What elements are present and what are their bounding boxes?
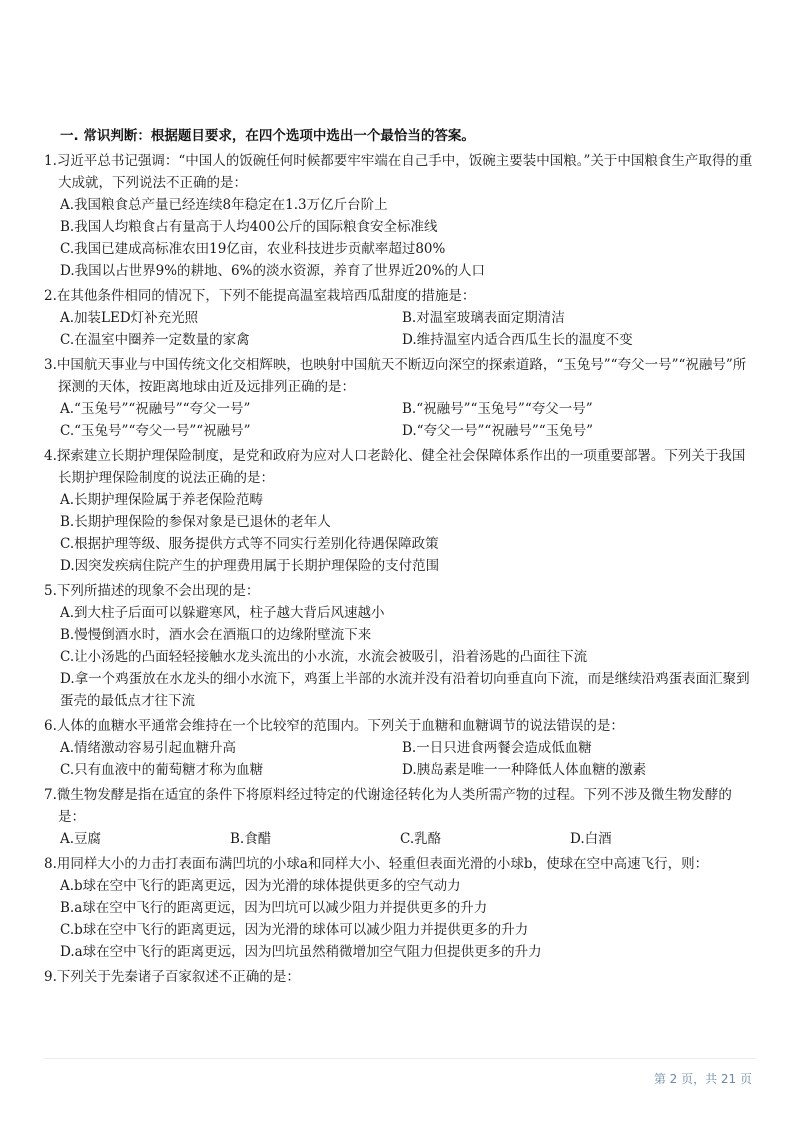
option-b: B.“祝融号”“玉兔号”“夸父一号” [402,401,593,417]
option-a: A.我国粮食总产量已经连续8年稳定在1.3万亿斤台阶上 [60,197,388,213]
option-a: A.豆腐 [60,831,102,847]
question-stem: 8.用同样大小的力击打表面布满凹坑的小球a和同样大小、轻重但表面光滑的小球b，使球在空中高速飞行，则： [44,856,709,872]
option-b: B.食醋 [230,831,272,847]
footer-divider [44,1058,756,1059]
option-a: A.加装LED灯补充光照 [60,310,199,326]
page-number: 第 2 页，共 21 页 [653,1072,752,1086]
question-8 [44,853,756,963]
question-stem: 5.下列所描述的现象不会出现的是： [44,583,260,599]
question-6 [44,715,756,781]
option-d: D.a球在空中飞行的距离更远，因为凹坑虽然稍微增加空气阻力但提供更多的升力 [60,944,542,960]
option-b: B.对温室玻璃表面定期清洁 [402,310,565,326]
question-stem: 1.习近平总书记强调：“中国人的饭碗任何时候都要牢牢端在自己手中，饭碗主要装中国粮。”关于中国粮食生产取得的重大成就，下列说法不正确的是： [44,153,753,191]
option-b: B.a球在空中飞行的距离更远，因为凹坑可以减少阻力并提供更多的升力 [60,900,488,916]
option-c: C.“玉兔号”“夸父一号”“祝融号” [60,423,251,439]
option-a: A.情绪激动容易引起血糖升高 [60,740,237,756]
question-stem: 9.下列关于先秦诸子百家叙述不正确的是： [44,969,300,985]
option-d: D.因突发疾病住院产生的护理费用属于长期护理保险的支付范围 [60,558,440,574]
option-list [44,307,756,351]
option-a: A.到大柱子后面可以躲避寒风，柱子越大背后风速越小 [60,605,385,621]
section-title: 一. 常识判断：根据题目要求，在四个选项中选出一个最恰当的答案。 [60,128,475,144]
option-b: B.一日只进食两餐会造成低血糖 [402,740,592,756]
option-list [44,828,756,850]
question-stem: 4.探索建立长期护理保险制度，是党和政府为应对人口老龄化、健全社会保障体系作出的一项重要部署。下列关于我国长期护理保险制度的说法正确的是： [44,448,746,486]
option-list [44,194,756,282]
option-a: A.b球在空中飞行的距离更远，因为光滑的球体提供更多的空气动力 [60,878,461,894]
option-d: D.拿一个鸡蛋放在水龙头的细小水流下，鸡蛋上半部的水流并没有沿着切向垂直向下流，而是继续沿鸡蛋表面汇聚到蛋壳的最低点才往下流 [60,671,750,709]
question-stem: 3.中国航天事业与中国传统文化交相辉映，也映射中国航天不断迈向深空的探索道路，“玉兔号”“夸父一号”“祝融号”所探测的天体，按距离地球由近及远排列正确的是： [44,357,747,395]
option-d: D.维持温室内适合西瓜生长的温度不变 [402,332,633,348]
option-d: D.白酒 [570,831,612,847]
option-d: D.我国以占世界9%的耕地、6%的淡水资源，养育了世界近20%的人口 [60,263,485,279]
option-c: C.让小汤匙的凸面轻轻接触水龙头流出的小水流，水流会被吸引，沿着汤匙的凸面往下流 [60,649,588,665]
question-stem: 2.在其他条件相同的情况下，下列不能提高温室栽培西瓜甜度的措施是： [44,288,476,304]
option-list [44,875,756,963]
option-b: B.慢慢倒酒水时，酒水会在酒瓶口的边缘附壁流下来 [60,627,372,643]
question-1 [44,150,756,282]
option-b: B.我国人均粮食占有量高于人均400公斤的国际粮食安全标准线 [60,219,438,235]
question-5 [44,580,756,712]
option-d: D.胰岛素是唯一一种降低人体血糖的激素 [402,762,647,778]
option-c: C.根据护理等级、服务提供方式等不同实行差别化待遇保障政策 [60,536,439,552]
question-2 [44,285,756,351]
question-4 [44,445,756,577]
option-d: D.“夸父一号”“祝融号”“玉兔号” [402,423,594,439]
option-a: A.长期护理保险属于养老保险范畴 [60,492,264,508]
question-list [44,150,756,991]
option-c: C.乳酪 [400,831,442,847]
question-9 [44,966,756,988]
option-c: C.我国已建成高标准农田19亿亩，农业科技进步贡献率超过80% [60,241,446,257]
option-a: A.“玉兔号”“祝融号”“夸父一号” [60,401,251,417]
option-list [44,602,756,712]
option-b: B.长期护理保险的参保对象是已退休的老年人 [60,514,331,530]
option-list [44,398,756,442]
option-list [44,737,756,781]
question-7 [44,784,756,850]
option-list [44,489,756,577]
option-c: C.只有血液中的葡萄糖才称为血糖 [60,762,264,778]
question-3 [44,354,756,442]
question-stem: 6.人体的血糖水平通常会维持在一个比较窄的范围内。下列关于血糖和血糖调节的说法错误的是： [44,718,624,734]
option-c: C.b球在空中飞行的距离更远，因为光滑的球体可以减少阻力并提供更多的升力 [60,922,529,938]
question-stem: 7.微生物发酵是指在适宜的条件下将原料经过特定的代谢途径转化为人类所需产物的过程。下列不涉及微生物发酵的是： [44,787,732,825]
option-c: C.在温室中圈养一定数量的家禽 [60,332,250,348]
